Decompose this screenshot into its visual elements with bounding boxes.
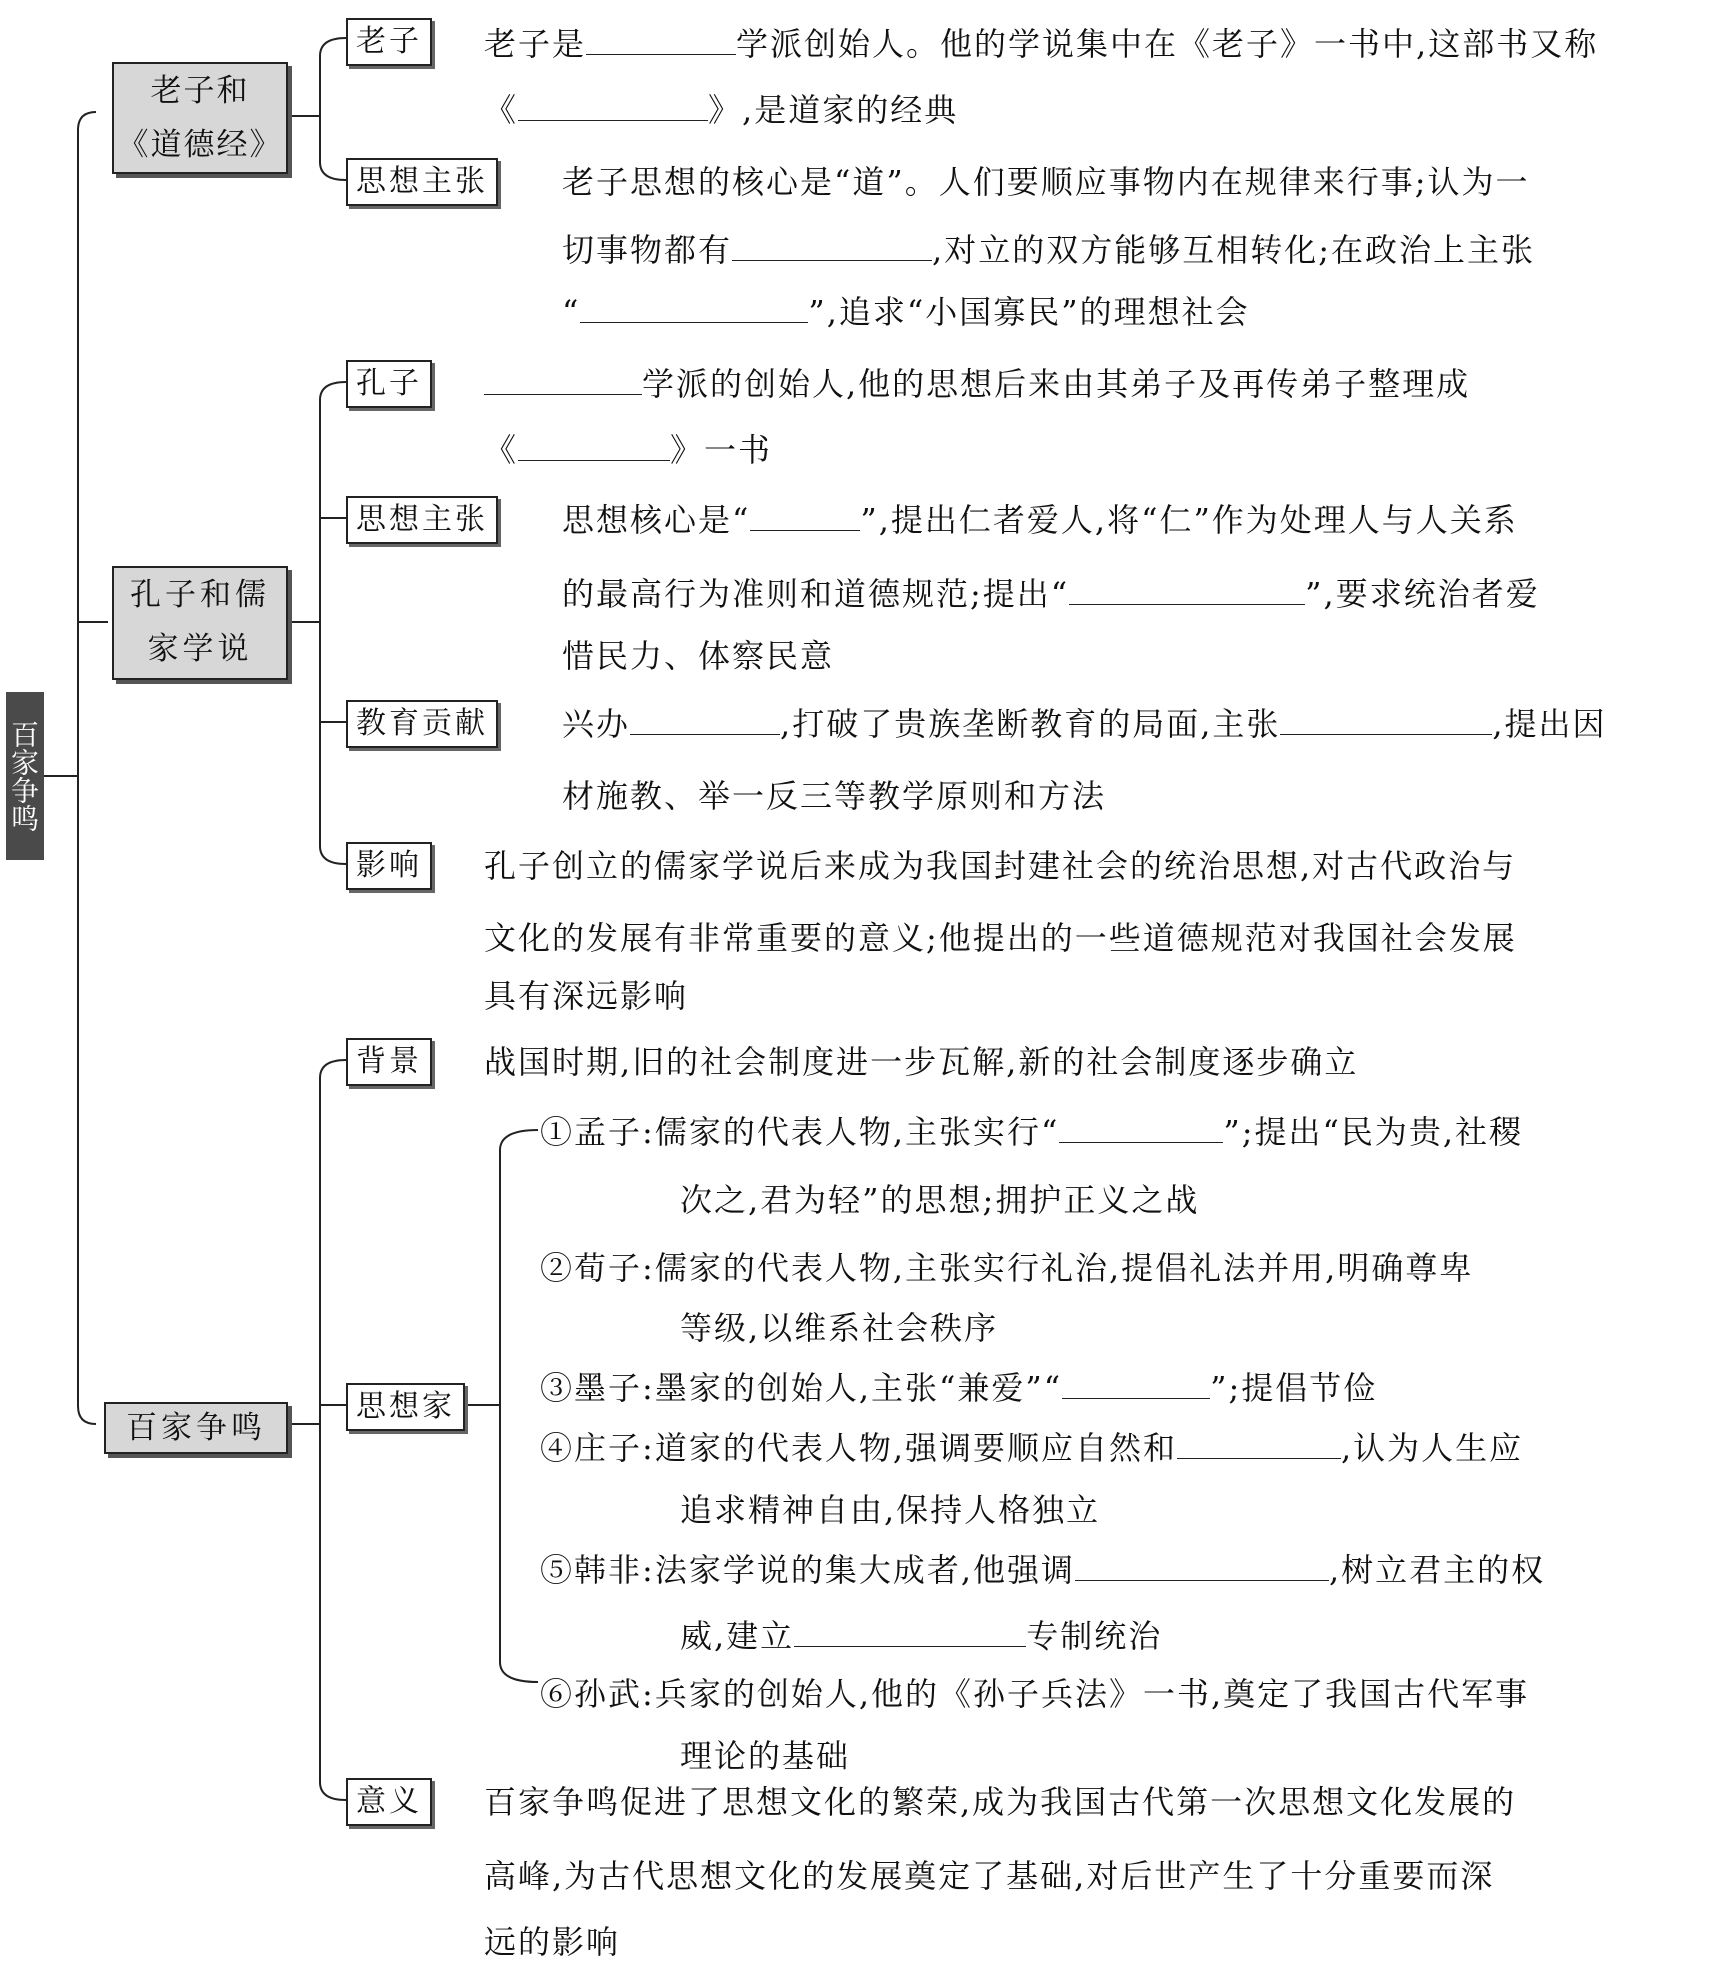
text-line: 兴办 ,打破了贵族垄断教育的局面,主张 ,提出因 — [562, 705, 1607, 743]
answer-blank[interactable] — [1059, 1112, 1223, 1143]
text-line: 等级,以维系社会秩序 — [680, 1309, 999, 1347]
thinker-zhuangzi: ④庄子:道家的代表人物,强调要顺应自然和 ,认为人生应 — [540, 1429, 1524, 1467]
answer-blank[interactable] — [1280, 704, 1492, 735]
text-line: 材施教、举一反三等教学原则和方法 — [562, 777, 1107, 815]
text-line: 思想核心是“ ”,提出仁者爱人,将“仁”作为处理人与人关系 — [562, 501, 1518, 539]
answer-blank[interactable] — [1075, 1550, 1329, 1581]
answer-blank[interactable] — [750, 500, 860, 531]
text-line: 次之,君为轻”的思想;拥护正义之战 — [680, 1181, 1200, 1219]
section-confucius-title-line2: 家学说 — [147, 631, 253, 667]
answer-blank[interactable] — [1062, 1368, 1210, 1399]
answer-blank[interactable] — [794, 1616, 1026, 1647]
section-hundred-schools-title: 百家争鸣 — [104, 1402, 288, 1454]
node-thinkers: 思想家 — [346, 1383, 465, 1431]
text-line: 的最高行为准则和道德规范;提出“ ”,要求统治者爱 — [562, 575, 1540, 613]
answer-blank[interactable] — [732, 230, 932, 261]
text-line: 老子是 学派创始人。他的学说集中在《老子》一书中,这部书又称 — [484, 25, 1599, 63]
answer-blank[interactable] — [630, 704, 780, 735]
answer-blank[interactable] — [484, 364, 642, 395]
answer-blank[interactable] — [586, 24, 736, 55]
text-line: “ ”,追求“小国寡民”的理想社会 — [562, 293, 1250, 331]
answer-blank[interactable] — [1177, 1428, 1341, 1459]
answer-blank[interactable] — [580, 292, 808, 323]
text-line: 切事物都有 ,对立的双方能够互相转化;在政治上主张 — [562, 231, 1535, 269]
node-confucius-thought: 思想主张 — [346, 496, 498, 544]
section-laozi-title — [112, 62, 288, 174]
section-laozi-title-line2: 《道德经》 — [117, 127, 283, 163]
answer-blank[interactable] — [518, 90, 708, 121]
text-line: 《 》,是道家的经典 — [484, 91, 959, 129]
node-laozi-thought: 思想主张 — [346, 158, 498, 206]
answer-blank[interactable] — [518, 430, 670, 461]
text-line: 理论的基础 — [680, 1737, 851, 1775]
text-line: 百家争鸣促进了思想文化的繁荣,成为我国古代第一次思想文化发展的 — [484, 1783, 1517, 1821]
node-confucius: 孔子 — [346, 360, 432, 408]
thinker-xunzi: ②荀子:儒家的代表人物,主张实行礼治,提倡礼法并用,明确尊卑 — [540, 1249, 1474, 1287]
text-line: 威,建立 专制统治 — [680, 1617, 1163, 1655]
text-line: 追求精神自由,保持人格独立 — [680, 1491, 1101, 1529]
thinker-sunwu: ⑥孙武:兵家的创始人,他的《孙子兵法》一书,奠定了我国古代军事 — [540, 1675, 1530, 1713]
section-confucius-title-line1: 孔子和儒 — [130, 577, 270, 613]
text-line: 孔子创立的儒家学说后来成为我国封建社会的统治思想,对古代政治与 — [484, 847, 1517, 885]
node-laozi: 老子 — [346, 18, 432, 66]
text-line: 学派的创始人,他的思想后来由其弟子及再传弟子整理成 — [484, 364, 1470, 404]
node-education: 教育贡献 — [346, 700, 498, 748]
node-significance: 意义 — [346, 1778, 432, 1826]
section-confucius-title — [112, 566, 288, 680]
text-line: 远的影响 — [484, 1923, 621, 1961]
text-line: 《 》一书 — [484, 431, 773, 469]
thinker-hanfei: ⑤韩非:法家学说的集大成者,他强调 ,树立君主的权 — [540, 1551, 1546, 1589]
text-line: 文化的发展有非常重要的意义;他提出的一些道德规范对我国社会发展 — [484, 919, 1517, 957]
node-background: 背景 — [346, 1038, 432, 1086]
answer-blank[interactable] — [1069, 574, 1305, 605]
node-influence: 影响 — [346, 842, 432, 890]
text-line: 高峰,为古代思想文化的发展奠定了基础,对后世产生了十分重要而深 — [484, 1857, 1495, 1895]
thinker-mozi: ③墨子:墨家的创始人,主张“兼爱”“ ”;提倡节俭 — [540, 1369, 1378, 1407]
text-line: 惜民力、体察民意 — [562, 637, 835, 675]
text-line: 具有深远影响 — [484, 977, 689, 1015]
text-line: 战国时期,旧的社会制度进一步瓦解,新的社会制度逐步确立 — [484, 1043, 1359, 1081]
text-line: 老子思想的核心是“道”。人们要顺应事物内在规律来行事;认为一 — [562, 163, 1530, 201]
section-laozi-title-line1: 老子和 — [150, 73, 250, 109]
root-topic: 百家争鸣 — [6, 692, 44, 860]
thinker-mencius: ①孟子:儒家的代表人物,主张实行“ ”;提出“民为贵,社稷 — [540, 1113, 1524, 1151]
